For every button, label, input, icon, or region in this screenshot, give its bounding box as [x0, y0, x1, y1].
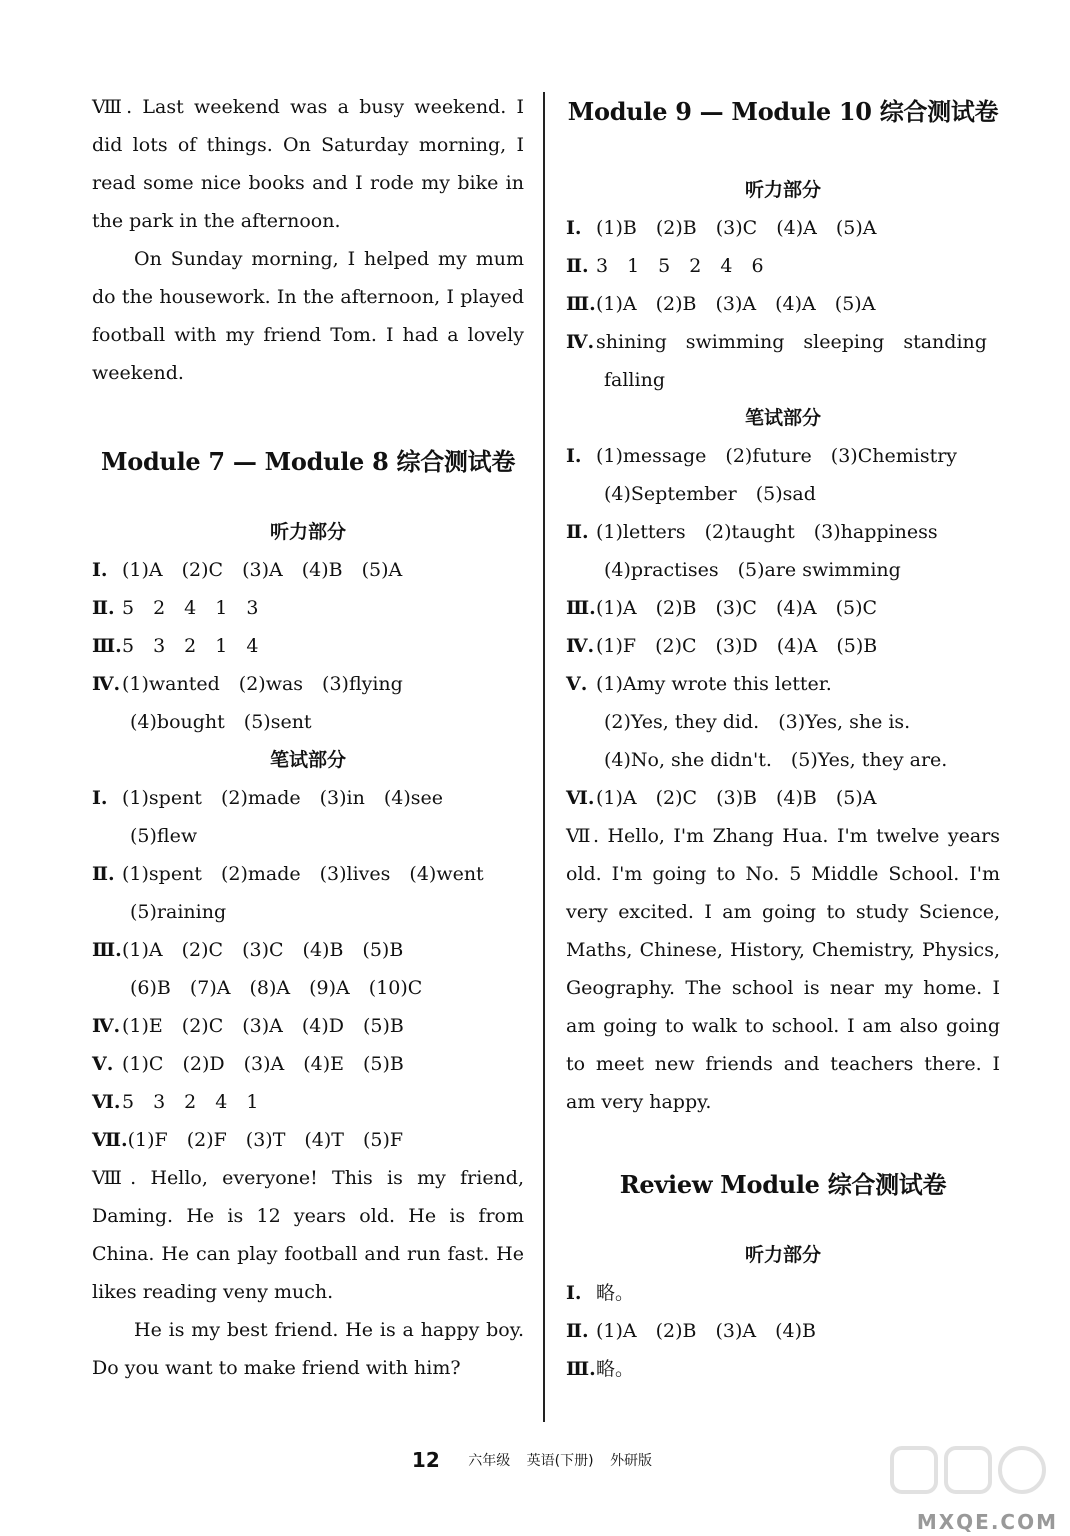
answer-text: shining swimming sleeping standing — [596, 331, 987, 353]
item-number: Ⅱ. — [566, 255, 589, 277]
answer-row — [92, 855, 524, 893]
item-number: Ⅱ. — [92, 863, 115, 885]
item-number: Ⅴ. — [92, 1053, 114, 1075]
paragraph: Ⅶ. Hello, I'm Zhang Hua. I'm twelve years old. I'm going to No. 5 Middle School. I'm very excited. I am going to study Science, Maths, Chinese, History, Chemistry, Physics, Geography. The school is near my home. I am going to walk to school. I am also going to meet new friends and teachers there. I am very happy. — [566, 825, 1000, 1113]
answer-row — [92, 551, 524, 589]
answer-text: 5 3 2 1 4 — [122, 635, 259, 657]
answer-text: (1)A (2)B (3)C (4)A (5)C — [596, 597, 878, 619]
answer-continuation: falling — [604, 369, 665, 391]
answer-text: 略。 — [596, 1282, 635, 1304]
footer-grade: 六年级 — [468, 1453, 511, 1469]
answer-row — [92, 1083, 524, 1121]
answer-text: (1)A (2)C (3)B (4)B (5)A — [596, 787, 877, 809]
item-number: Ⅳ. — [566, 331, 595, 353]
answer-continuation: (6)B (7)A (8)A (9)A (10)C — [130, 977, 423, 999]
answer-row — [566, 513, 1000, 551]
answer-row — [566, 1350, 1000, 1388]
answer-row — [92, 1007, 524, 1045]
listening-section-title: 听力部分 — [269, 521, 346, 543]
answer-row — [92, 665, 524, 703]
answer-text: (1)Amy wrote this letter. — [596, 673, 832, 695]
answer-row — [566, 209, 1000, 247]
answer-row — [566, 627, 1000, 665]
item-number: Ⅳ. — [92, 673, 121, 695]
listening-section-title: 听力部分 — [744, 179, 821, 201]
answer-text: (1)A (2)B (3)A (4)A (5)A — [596, 293, 876, 315]
paragraph: Ⅷ. Last weekend was a busy weekend. I did lots of things. On Saturday morning, I read some nice books and I rode my bike in the park in the afternoon. — [92, 96, 524, 232]
item-number: Ⅲ. — [566, 293, 596, 315]
paragraph: On Sunday morning, I helped my mum do the housework. In the afternoon, I played football with my friend Tom. I had a lovely weekend. — [92, 248, 524, 384]
writing-section-title: 笔试部分 — [744, 407, 821, 429]
answer-continuation: (5)flew — [130, 825, 198, 847]
writing-section-title: 笔试部分 — [269, 749, 346, 771]
item-number: Ⅳ. — [92, 1015, 121, 1037]
item-number: Ⅲ. — [566, 597, 596, 619]
answer-row — [566, 247, 1000, 285]
column-divider — [543, 92, 545, 1422]
page-number: 12 — [411, 1448, 440, 1472]
answer-text: 5 2 4 1 3 — [122, 597, 259, 619]
answer-text: (1)F (2)F (3)T (4)T (5)F — [127, 1129, 404, 1151]
item-number: Ⅶ. — [92, 1129, 128, 1151]
answer-row — [566, 665, 1000, 703]
answer-text: (1)wanted (2)was (3)flying — [122, 673, 403, 695]
answer-row — [566, 589, 1000, 627]
answer-text: (1)A (2)C (3)A (4)B (5)A — [122, 559, 403, 581]
answer-row — [566, 779, 1000, 817]
module-9-10-title: Module 9 — Module 10 综合测试卷 — [567, 97, 999, 126]
answer-text: (1)letters (2)taught (3)happiness — [596, 521, 938, 543]
answer-row — [92, 779, 524, 817]
item-number: Ⅱ. — [566, 521, 589, 543]
item-number: Ⅰ. — [566, 1282, 582, 1304]
footer-subject: 英语(下册) — [526, 1453, 594, 1469]
answer-row — [566, 285, 1000, 323]
answer-continuation: (4)practises (5)are swimming — [604, 559, 901, 581]
item-number: Ⅵ. — [566, 787, 595, 809]
answer-text: (1)spent (2)made (3)lives (4)went — [122, 863, 484, 885]
answer-text: 5 3 2 4 1 — [122, 1091, 259, 1113]
answer-row — [92, 931, 524, 969]
answer-continuation: (4)bought (5)sent — [130, 711, 312, 733]
answer-row — [92, 1121, 524, 1159]
review-module-title: Review Module 综合测试卷 — [619, 1170, 947, 1199]
answer-row — [566, 437, 1000, 475]
module-7-8-title: Module 7 — Module 8 综合测试卷 — [100, 447, 516, 476]
answer-text: 3 1 5 2 4 6 — [596, 255, 764, 277]
left-column — [92, 88, 524, 1387]
answer-continuation: (4)September (5)sad — [604, 483, 816, 505]
paragraph: Ⅷ. Hello, everyone! This is my friend, Daming. He is 12 years old. He is from China. He can play football and run fast. He likes reading veny much. — [92, 1167, 524, 1303]
answer-row — [566, 323, 1000, 361]
item-number: Ⅰ. — [566, 217, 582, 239]
answer-text: (1)F (2)C (3)D (4)A (5)B — [596, 635, 878, 657]
paragraph: He is my best friend. He is a happy boy. Do you want to make friend with him? — [92, 1319, 524, 1379]
item-number: Ⅲ. — [92, 939, 122, 961]
answer-text: (1)E (2)C (3)A (4)D (5)B — [122, 1015, 404, 1037]
answer-row — [566, 1312, 1000, 1350]
item-number: Ⅴ. — [566, 673, 588, 695]
answer-text: (1)B (2)B (3)C (4)A (5)A — [596, 217, 877, 239]
answer-text: 略。 — [596, 1358, 635, 1380]
item-number: Ⅰ. — [566, 445, 582, 467]
item-number: Ⅳ. — [566, 635, 595, 657]
answer-row — [92, 627, 524, 665]
answer-text: (1)A (2)B (3)A (4)B — [596, 1320, 817, 1342]
answer-continuation: (5)raining — [130, 901, 227, 923]
item-number: Ⅰ. — [92, 787, 108, 809]
answer-text: (1)C (2)D (3)A (4)E (5)B — [122, 1053, 404, 1075]
item-number: Ⅲ. — [566, 1358, 596, 1380]
answer-row — [566, 1274, 1000, 1312]
watermark-text: MXQE.COM — [916, 1510, 1058, 1534]
right-column — [566, 88, 1000, 1388]
item-number: Ⅰ. — [92, 559, 108, 581]
answer-continuation: (2)Yes, they did. (3)Yes, she is. — [604, 711, 911, 733]
answer-continuation: (4)No, she didn't. (5)Yes, they are. — [604, 749, 948, 771]
item-number: Ⅲ. — [92, 635, 122, 657]
answer-row — [92, 589, 524, 627]
footer-edition: 外研版 — [610, 1453, 653, 1469]
listening-section-title: 听力部分 — [744, 1244, 821, 1266]
item-number: Ⅱ. — [92, 597, 115, 619]
answer-text: (1)message (2)future (3)Chemistry — [596, 445, 958, 467]
item-number: Ⅵ. — [92, 1091, 121, 1113]
answer-row — [92, 1045, 524, 1083]
answer-text: (1)A (2)C (3)C (4)B (5)B — [122, 939, 404, 961]
answer-text: (1)spent (2)made (3)in (4)see — [122, 787, 443, 809]
item-number: Ⅱ. — [566, 1320, 589, 1342]
